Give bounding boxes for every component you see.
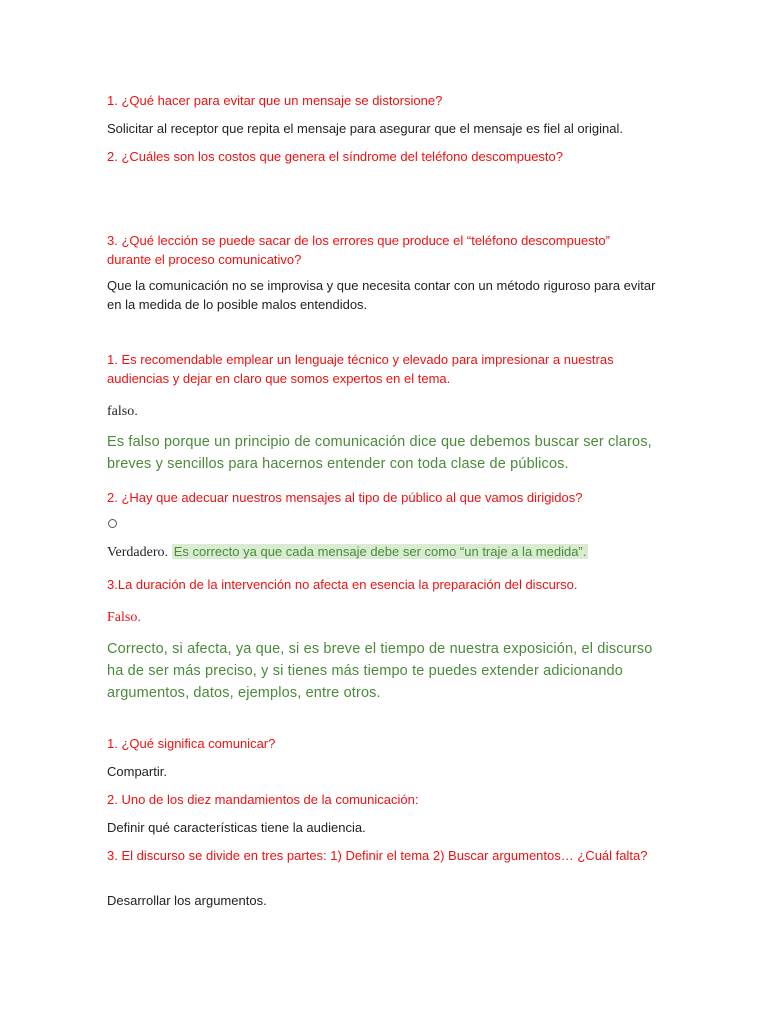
question-2: 2. ¿Cuáles son los costos que genera el síndrome del teléfono descompuesto? bbox=[107, 149, 563, 164]
quiz-answer-2: Definir qué características tiene la audiencia. bbox=[107, 820, 366, 835]
tf-question-2: 2. ¿Hay que adecuar nuestros mensajes al tipo de público al que vamos dirigidos? bbox=[107, 490, 583, 505]
quiz-answer-3: Desarrollar los argumentos. bbox=[107, 893, 267, 908]
tf-explanation-3: Correcto, si afecta, ya que, si es breve el tiempo de nuestra exposición, el discurso ha de ser más preciso, y si tienes más tiempo te puedes extender adicionando argumentos, datos, ejemplos, entre otros. bbox=[107, 641, 653, 701]
quiz-question-3: 3. El discurso se divide en tres partes: 1) Definir el tema 2) Buscar argumentos… ¿Cuál falta? bbox=[107, 848, 648, 863]
tf-answer-1-word: falso bbox=[107, 404, 135, 419]
tf-explanation-2: Es correcto ya que cada mensaje debe ser como “un traje a la medida”. bbox=[173, 544, 587, 559]
question-1: 1. ¿Qué hacer para evitar que un mensaje se distorsione? bbox=[107, 93, 443, 108]
tf-question-3: 3.La duración de la intervención no afecta en esencia la preparación del discurso. bbox=[107, 577, 578, 592]
tf-answer-1: falso. bbox=[107, 403, 138, 419]
tf-answer-3: Falso. bbox=[107, 609, 141, 625]
tf-question-1: 1. Es recomendable emplear un lenguaje técnico y elevado para impresionar a nuestras audiencias y dejar en claro que somos expertos en el tema. bbox=[107, 352, 614, 386]
answer-1: Solicitar al receptor que repita el mensaje para asegurar que el mensaje es fiel al original. bbox=[107, 121, 623, 136]
question-3: 3. ¿Qué lección se puede sacar de los errores que produce el “teléfono descompuesto” durante el proceso comunicativo? bbox=[107, 233, 610, 267]
tf-answer-3-word: Falso bbox=[107, 610, 138, 625]
tf-answer-2: Verdadero. Es correcto ya que cada mensaje debe ser como “un traje a la medida”. bbox=[107, 544, 587, 560]
quiz-question-1: 1. ¿Qué significa comunicar? bbox=[107, 736, 276, 751]
tf-answer-2-word: Verdadero bbox=[107, 545, 165, 560]
quiz-question-2: 2. Uno de los diez mandamientos de la comunicación: bbox=[107, 792, 419, 807]
tf-explanation-1: Es falso porque un principio de comunicación dice que debemos buscar ser claros, breves y sencillos para hacernos entender con toda clase de públicos. bbox=[107, 434, 652, 472]
answer-3: Que la comunicación no se improvisa y que necesita contar con un método riguroso para evitar en la medida de lo posible malos entendidos. bbox=[107, 278, 656, 312]
radio-button[interactable] bbox=[108, 519, 117, 528]
quiz-answer-1: Compartir. bbox=[107, 764, 167, 779]
